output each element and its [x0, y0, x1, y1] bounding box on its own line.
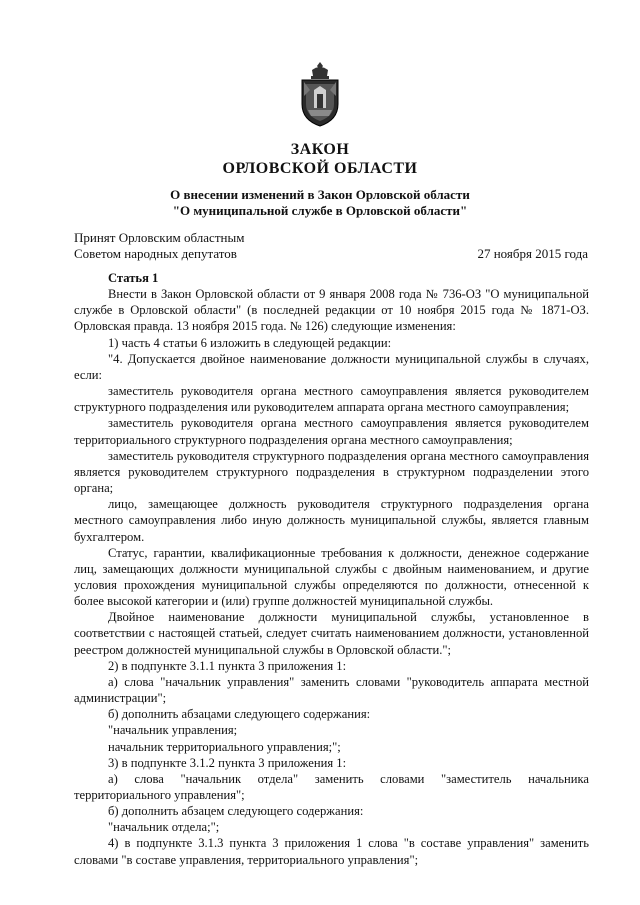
paragraph: лицо, замещающее должность руководителя структурного подразделения органа местного самоуправления либо иную должность муниципальной службы, является главным бухгалтером.: [74, 497, 589, 544]
paragraph: "начальник управления;: [108, 723, 238, 738]
paragraph: а) слова "начальник отдела" заменить словами "заместитель начальника территориального управления";: [74, 771, 589, 802]
paragraph: 1) часть 4 статьи 6 изложить в следующей редакции:: [108, 335, 392, 350]
adoption-line2: Советом народных депутатов: [74, 246, 237, 261]
paragraph: Статус, гарантии, квалификационные требования к должности, денежное содержание лиц, замещающих должности муниципальной службы с двойным наименованием, и другие условия прохождения муниципальной службы определяются по должности, отнесенной к более высокой категории и (или) группе должностей муниципальной службы.: [74, 545, 589, 609]
paragraph: Двойное наименование должности муниципальной службы, установленное в соответствии с настоящей статьей, следует считать наименованием должности, установленной реестром должностей муниципальной службы в Орловской области.";: [74, 610, 589, 657]
paragraph: заместитель руководителя органа местного самоуправления является руководителем территориального структурного подразделения органа местного самоуправления;: [74, 416, 589, 447]
document-subtitle-line2: "О муниципальной службе в Орловской области": [172, 203, 468, 218]
paragraph: 2) в подпункте 3.1.1 пункта 3 приложения 1:: [108, 658, 347, 673]
adoption-line1: Принят Орловским областным: [74, 230, 245, 245]
paragraph: б) дополнить абзацем следующего содержания:: [108, 804, 364, 819]
document-body: [74, 270, 589, 868]
adoption-date: 27 ноября 2015 года: [477, 246, 588, 261]
paragraph: 4) в подпункте 3.1.3 пункта 3 приложения 1 слова "в составе управления" заменить словами "в составе управления, территориального управления";: [74, 836, 589, 867]
paragraph: "начальник отдела;";: [108, 820, 220, 835]
document-subtitle-line1: О внесении изменений в Закон Орловской области: [170, 187, 470, 202]
article-heading: Статья 1: [108, 271, 159, 285]
paragraph: Внести в Закон Орловской области от 9 января 2008 года № 736-ОЗ "О муниципальной службе в Орловской области" (в последней редакции от 10 ноября 2015 года № 1871-ОЗ. Орловская правда. 13 ноября 2015 года. № 126) следующие изменения:: [74, 287, 589, 334]
paragraph: 3) в подпункте 3.1.2 пункта 3 приложения 1:: [108, 755, 347, 770]
coat-of-arms-icon: [296, 60, 344, 128]
paragraph: начальник территориального управления;";: [108, 739, 341, 754]
paragraph: б) дополнить абзацами следующего содержания:: [108, 707, 371, 722]
document-title: ЗАКОН: [290, 141, 350, 158]
paragraph: заместитель руководителя органа местного самоуправления является руководителем структурного подразделения или руководителем аппарата органа местного самоуправления;: [74, 384, 589, 415]
paragraph: а) слова "начальник управления" заменить словами "руководитель аппарата местной администрации";: [74, 674, 589, 706]
paragraph: "4. Допускается двойное наименование должности муниципальной службы в случаях, если:: [74, 351, 589, 382]
document-region: ОРЛОВСКОЙ ОБЛАСТИ: [222, 160, 418, 177]
adoption-info: [74, 230, 244, 262]
paragraph: заместитель руководителя структурного подразделения органа местного самоуправления является руководителем структурного подразделения в структурном подразделении этого органа;: [74, 448, 589, 496]
